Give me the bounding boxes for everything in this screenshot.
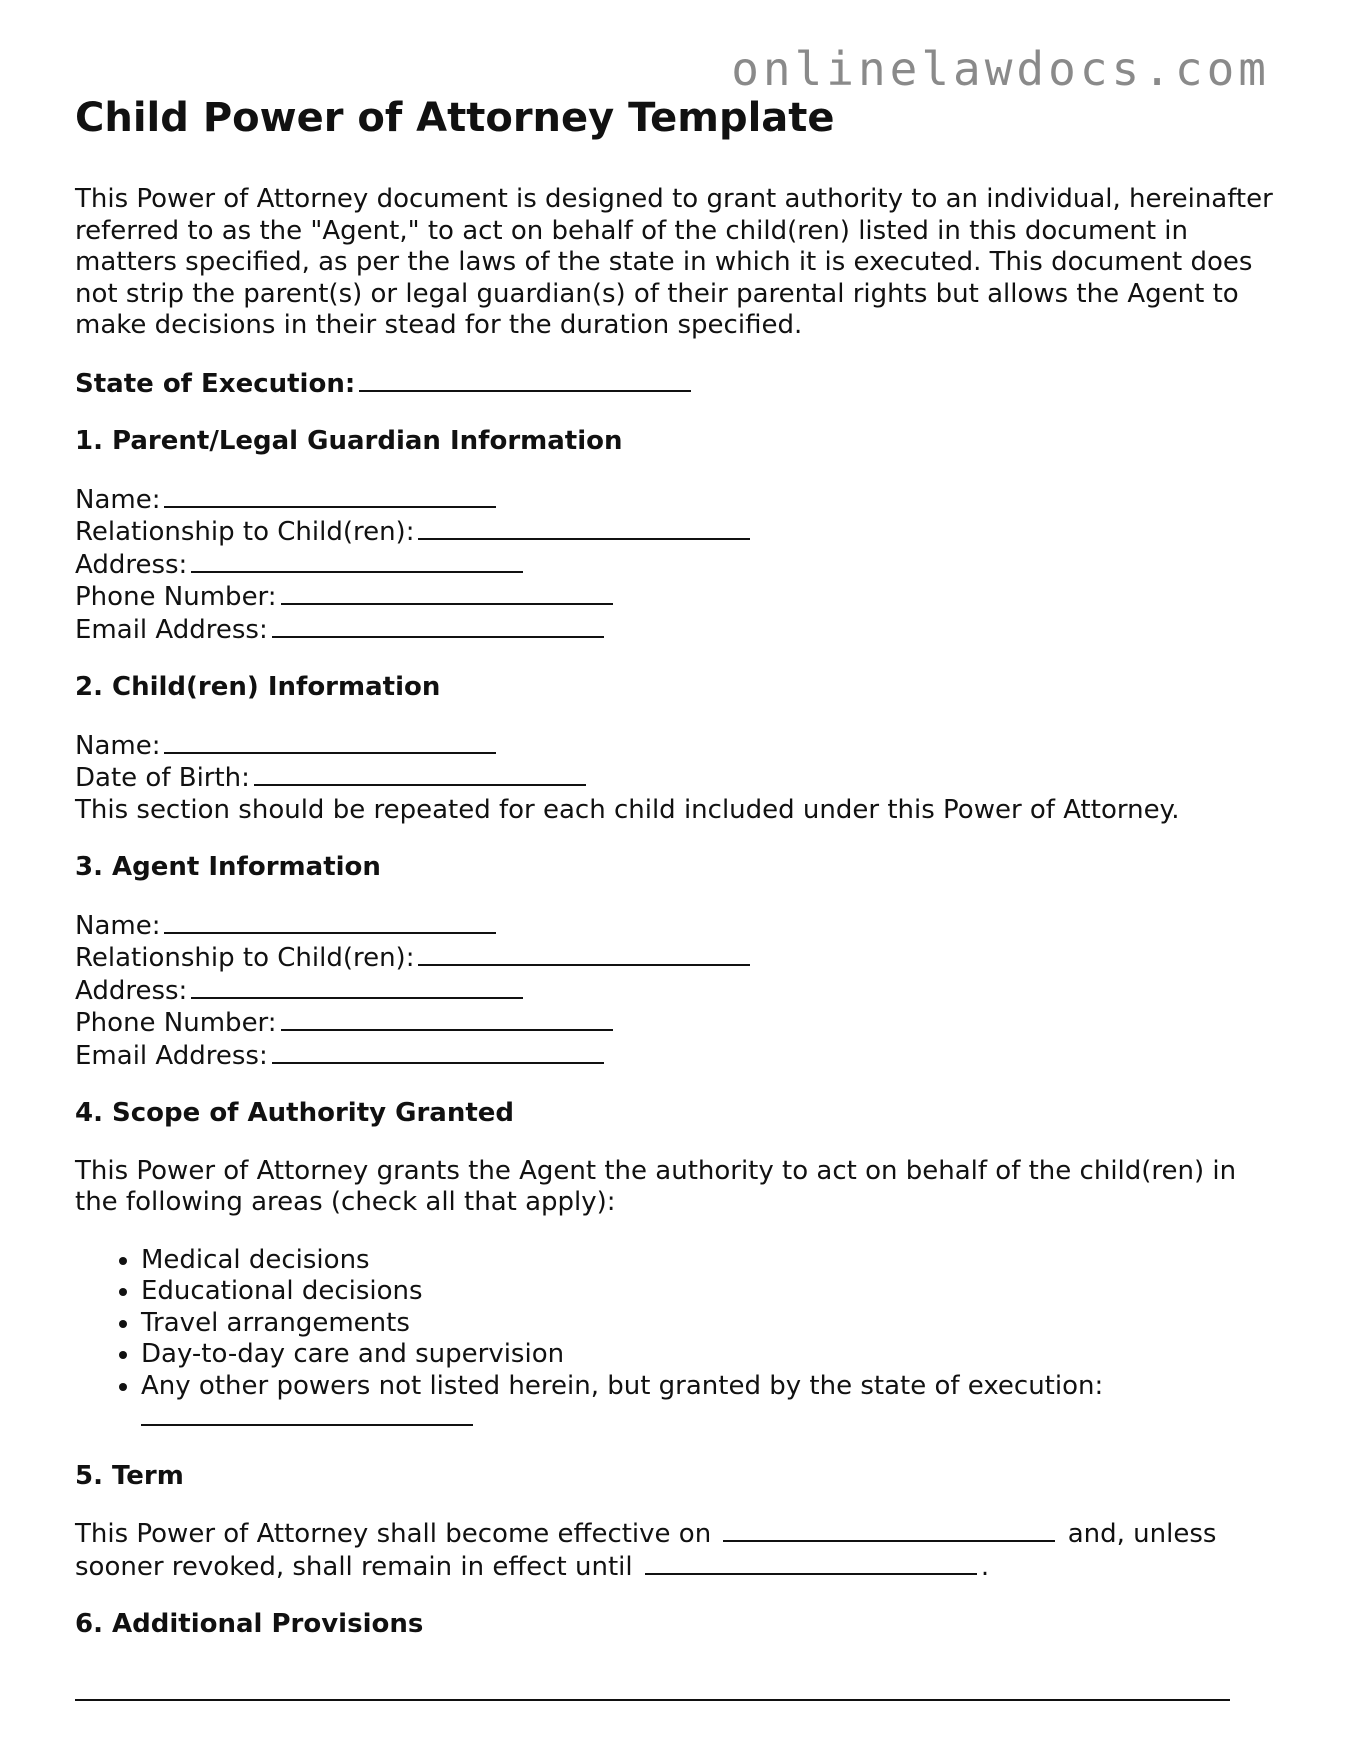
- agent-phone-field: [75, 1007, 1285, 1040]
- scope-list: [75, 1245, 1285, 1435]
- field-label: Relationship to Child(ren):: [75, 517, 415, 547]
- parent-name-field: [75, 484, 1285, 517]
- field-label: Relationship to Child(ren):: [75, 943, 415, 973]
- list-item[interactable]: [141, 1339, 1285, 1371]
- additional-provisions-blank[interactable]: [75, 1699, 1230, 1701]
- child-dob-blank[interactable]: [254, 762, 586, 786]
- parent-info-fields: [75, 484, 1285, 647]
- term-paragraph: [75, 1518, 1285, 1583]
- scope-item-label: Medical decisions: [141, 1244, 370, 1275]
- parent-phone-blank[interactable]: [281, 581, 613, 605]
- parent-address-field: [75, 549, 1285, 582]
- term-text-middle: and, unless sooner revoked, shall remain in effect until: [75, 1519, 1217, 1582]
- field-label: Address:: [75, 549, 188, 580]
- parent-relationship-field: [75, 516, 1285, 549]
- field-label: Name:: [75, 484, 161, 515]
- parent-email-field: [75, 614, 1285, 647]
- field-label: Date of Birth:: [75, 763, 250, 793]
- section-1-heading: 1. Parent/Legal Guardian Information: [75, 426, 623, 456]
- field-label: Name:: [75, 730, 161, 761]
- field-label: Email Address:: [75, 1040, 268, 1071]
- agent-relationship-field: [75, 942, 1285, 975]
- document-page: [75, 92, 1285, 1701]
- term-text-end: .: [980, 1551, 990, 1582]
- list-item[interactable]: [141, 1308, 1285, 1340]
- state-of-execution-field: [75, 368, 1285, 401]
- parent-address-blank[interactable]: [191, 549, 523, 573]
- field-label: Email Address:: [75, 614, 268, 645]
- effective-date-blank[interactable]: [723, 1518, 1055, 1542]
- child-name-blank[interactable]: [164, 730, 496, 754]
- agent-email-field: [75, 1040, 1285, 1073]
- watermark-logo: onlinelawdocs.com: [731, 42, 1270, 96]
- scope-item-label: Day-to-day care and supervision: [141, 1339, 565, 1369]
- field-label: Phone Number:: [75, 1008, 277, 1038]
- intro-paragraph: This Power of Attorney document is designed to grant authority to an individual, hereinafter referred to as the "Agent," to act on behalf of the child(ren) listed in this document in matters specified, as per the laws of the state in which it is executed. This document does not strip the parent(s) or legal guardian(s) of their parental rights but allows the Agent to make decisions in their stead for the duration specified.: [75, 184, 1273, 340]
- agent-address-blank[interactable]: [191, 975, 523, 999]
- end-date-blank[interactable]: [645, 1551, 977, 1575]
- list-item[interactable]: [141, 1245, 1285, 1277]
- section-2-heading: 2. Child(ren) Information: [75, 672, 441, 702]
- parent-email-blank[interactable]: [272, 614, 604, 638]
- scope-item-label: Travel arrangements: [141, 1307, 410, 1338]
- scope-paragraph: This Power of Attorney grants the Agent the authority to act on behalf of the child(ren) in the following areas (check all that apply):: [75, 1155, 1237, 1217]
- agent-relationship-blank[interactable]: [418, 942, 750, 966]
- list-item[interactable]: [141, 1371, 1285, 1435]
- agent-name-blank[interactable]: [164, 910, 496, 934]
- document-title: Child Power of Attorney Template: [75, 95, 835, 141]
- field-label: Address:: [75, 975, 188, 1006]
- field-label: Phone Number:: [75, 582, 277, 612]
- parent-name-blank[interactable]: [164, 484, 496, 508]
- agent-email-blank[interactable]: [272, 1040, 604, 1064]
- scope-item-label: Any other powers not listed herein, but granted by the state of execution:: [141, 1370, 1104, 1401]
- section-4-heading: 4. Scope of Authority Granted: [75, 1098, 515, 1128]
- agent-info-fields: [75, 910, 1285, 1073]
- agent-phone-blank[interactable]: [281, 1007, 613, 1031]
- list-item[interactable]: [141, 1276, 1285, 1308]
- state-of-execution-blank[interactable]: [359, 368, 691, 392]
- state-of-execution-label: State of Execution:: [75, 368, 356, 399]
- child-dob-field: [75, 762, 1285, 795]
- child-info-fields: [75, 730, 1285, 827]
- agent-name-field: [75, 910, 1285, 943]
- section-3-heading: 3. Agent Information: [75, 852, 381, 882]
- child-name-field: [75, 730, 1285, 763]
- parent-relationship-blank[interactable]: [418, 516, 750, 540]
- section-6-heading: 6. Additional Provisions: [75, 1609, 424, 1639]
- agent-address-field: [75, 975, 1285, 1008]
- section-5-heading: 5. Term: [75, 1460, 184, 1491]
- scope-item-label: Educational decisions: [141, 1276, 423, 1306]
- child-section-note: This section should be repeated for each child included under this Power of Attorney.: [75, 794, 1180, 825]
- field-label: Name:: [75, 910, 161, 941]
- other-powers-blank[interactable]: [141, 1402, 473, 1426]
- term-text-start: This Power of Attorney shall become effective on: [75, 1519, 712, 1549]
- parent-phone-field: [75, 581, 1285, 614]
